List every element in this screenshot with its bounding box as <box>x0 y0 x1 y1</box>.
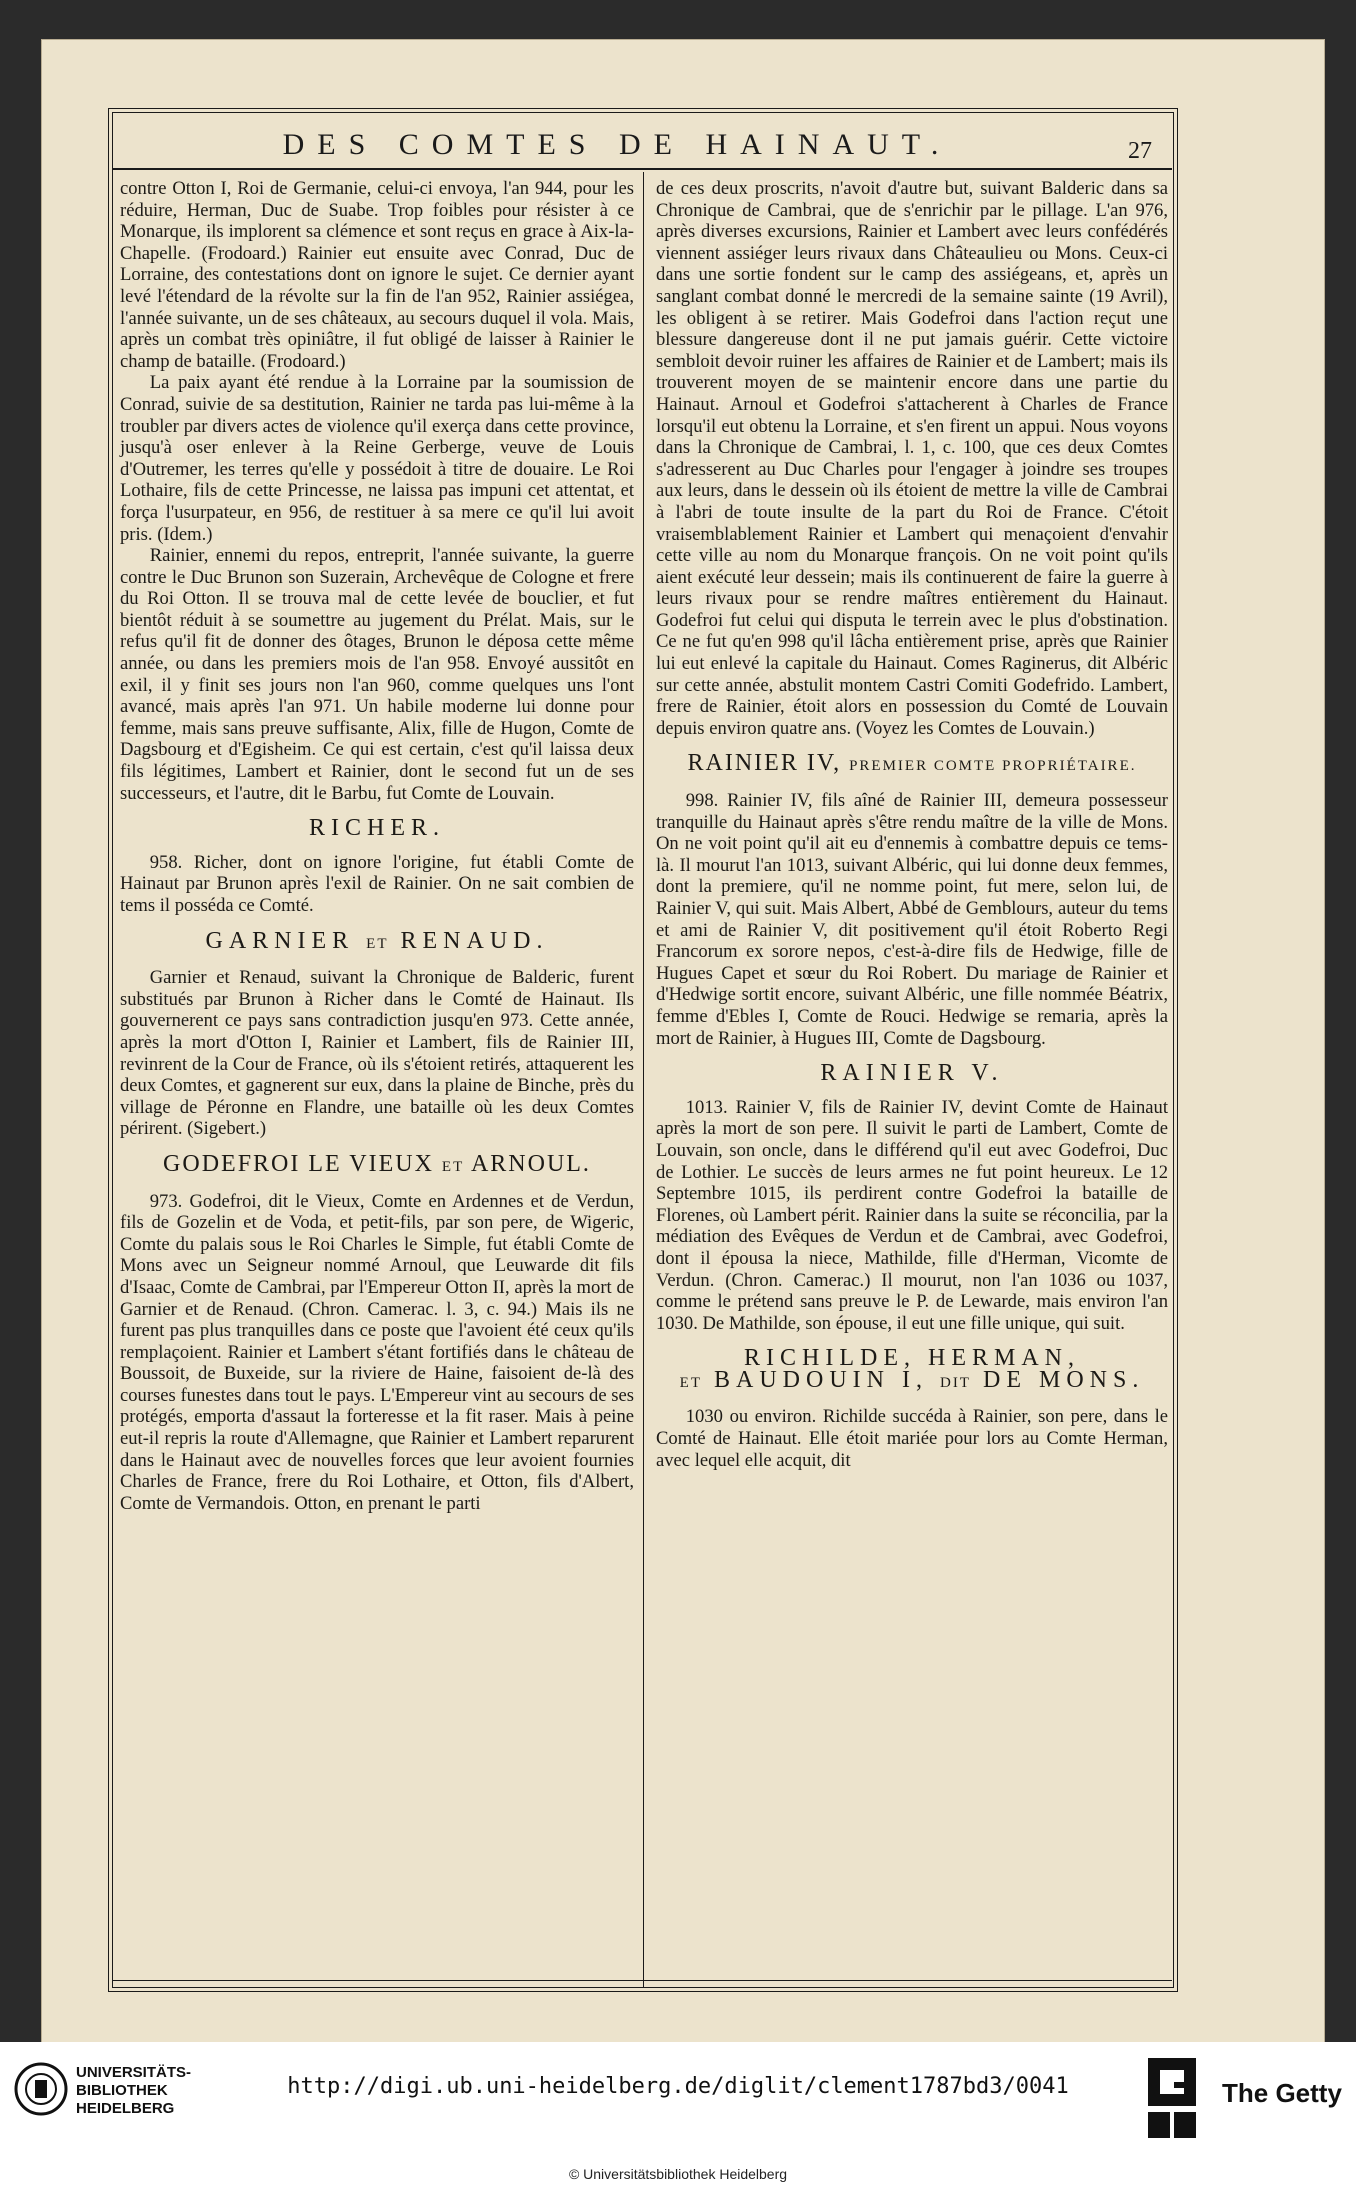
column-divider <box>643 172 644 1988</box>
getty-logo-icon <box>1144 2054 1200 2142</box>
paragraph: 958. Richer, dont on ignore l'origine, fut établi Comte de Hainaut par Brunon après l'exil de Rainier. On ne sait combien de tems il posséda ce Comté. <box>120 851 634 916</box>
paragraph: 1030 ou environ. Richilde succéda à Rainier, son pere, dans le Comté de Hainaut. Elle étoit mariée pour lors au Comte Herman, avec lequel elle acquit, dit <box>656 1406 1168 1471</box>
copyright-notice: © Universitätsbibliothek Heidelberg <box>568 2166 788 2182</box>
left-column <box>120 178 634 1514</box>
bottom-rule <box>112 1980 1172 1981</box>
paragraph: 998. Rainier IV, fils aîné de Rainier III, demeura possesseur tranquille du Hainaut après s'être rendu maître de la ville de Mons. On ne voit point qu'il ait eu d'ennemis à combattre depuis ce tems-là. Il mourut l'an 1013, suivant Albéric, qui lui donne deux femmes, dont la premiere, qu'il ne nomme point, fut mere, selon lui, de Rainier V, qui suit. Mais Albert, Abbé de Gemblours, auteur du tems et ami de Rainier V, dit positivement qu'il étoit Roberto Regi Francorum ex sorore nepos, c'est-à-dire fils de Hedwige, fille de Hugues Capet et sœur du Roi Robert. Du mariage de Rainier et d'Hedwige sortit encore, suivant Albéric, une fille nommée Béatrix, femme d'Ebles I, Comte de Rouci. Hedwige se remaria, après la mort de Rainier, à Hugues III, Comte de Dagsbourg. <box>656 790 1168 1049</box>
running-title: DES COMTES DE HAINAUT. <box>282 128 952 161</box>
running-header <box>112 124 1172 166</box>
header-rule <box>112 168 1172 170</box>
paragraph: Rainier, ennemi du repos, entreprit, l'année suivante, la guerre contre le Duc Brunon son Suzerain, Archevêque de Cologne et frere du Roi Otton. Il se trouva mal de cette levée de bouclier, et fut bientôt réduit à se soumettre au jugement du Prélat. Mais, sur le refus qu'il fit de donner des ôtages, Brunon le déposa cette même année, ou dans les premiers mois de l'an 958. Envoyé aussitôt en exil, il y finit ses jours non l'an 960, comme quelques uns l'ont avancé, mais après l'an 971. Un habile moderne lui donne pour femme, mais sans preuve suffisante, Alix, fille de Hugon, Comte de Dagsbourg et d'Egisheim. Ce qui est certain, c'est qu'il laissa deux fils légitimes, Lambert et Rainier, dont le second fut un de ses successeurs, et l'autre, dit le Barbu, fut Comte de Louvain. <box>120 545 634 804</box>
paragraph: Garnier et Renaud, suivant la Chronique de Balderic, furent substitués par Brunon à Richer dans le Comté de Hainaut. Ils gouvernerent ce pays sans contradiction jusqu'en 973. Cette année, après la mort d'Otton I, Rainier et Lambert, fils de Rainier III, revinrent de la Cour de France, où ils s'étoient retirés, attaquerent les deux Comtes, et gagnerent sur eux, dans la plaine de Binche, près du village de Péronne en Flandre, une bataille où les deux Comtes périrent. (Sigebert.) <box>120 967 634 1140</box>
paragraph: 1013. Rainier V, fils de Rainier IV, devint Comte de Hainaut après la mort de son pere. Il suivit le parti de Lambert, Comte de Louvain, son oncle, dans le différend qu'il eut avec Godefroi, Duc de Lothier. Le succès de leurs armes ne fut point heureux. Le 12 Septembre 1015, ils perdirent contre Godefroi la bataille de Florenes, où Lambert périt. Rainier dans la suite se réconcilia, par la médiation des Evêques de Verdun et de Cambrai, avec Godefroi, dont il épousa la niece, Mathilde, fille d'Herman, Vicomte de Verdun. (Chron. Camerac.) Il mourut, non l'an 1036 ou 1037, comme le prétend sans preuve le P. de Lewarde, mais environ l'an 1030. De Mathilde, son épouse, il eut une fille unique, qui suit. <box>656 1096 1168 1334</box>
library-name: UNIVERSITÄTS- BIBLIOTHEK HEIDELBERG <box>76 2064 192 2117</box>
paragraph: contre Otton I, Roi de Germanie, celui-ci envoya, l'an 944, pour les réduire, Herman, Duc de Suabe. Trop foibles pour résister à ce Monarque, ils implorent sa clémence et sont reçus en grace à Aix-la-Chapelle. (Frodoard.) Rainier eut ensuite avec Conrad, Duc de Lorraine, des contestations dont on ignore le sujet. Ce dernier ayant levé l'étendard de la révolte sur la fin de l'an 952, Rainier assiégea, l'année suivante, un de ses châteaux, au secours duquel il vola. Mais, après un combat très opiniâtre, il fut obligé de laisser à Rainier le champ de bataille. (Frodoard.) <box>120 178 634 372</box>
right-column <box>656 178 1168 1471</box>
paragraph: 973. Godefroi, dit le Vieux, Comte en Ardennes et de Verdun, fils de Gozelin et de Voda, et petit-fils, par son pere, de Wigeric, Comte du palais sous le Roi Charles le Simple, fut établi Comte de Mons avec un Seigneur nommé Arnoul, que Leuwarde dit fils d'Isaac, Comte de Cambrai, par l'Empereur Otton II, après la mort de Garnier et de Renaud. (Chron. Camerac. l. 3, c. 94.) Mais ils ne furent pas plus tranquilles dans ce poste que l'avoient été ceux qu'ils remplaçoient. Rainier et Lambert s'étant fortifiés dans le château de Boussoit, de Buxeide, sur la riviere de Haine, faisoient de-là des courses funestes dans tout le pays. L'Empereur vint au secours de ses protégés, emporta d'assaut la forteresse et la fit raser. Mais à peine eut-il repris la route d'Allemagne, que Rainier et Lambert reparurent dans le Hainaut avec de nouvelles forces que leur avoient fournies Charles de France, frere du Roi Lothaire, et Otton, fils d'Albert, Comte de Vermandois. Otton, en prenant le parti <box>120 1190 634 1514</box>
section-heading-richer: RICHER. <box>308 815 445 842</box>
paragraph: de ces deux proscrits, n'avoit d'autre but, suivant Balderic dans sa Chronique de Cambrai, que de s'enrichir par le pillage. L'an 976, après diverses excursions, Rainier et Lambert avec leurs confédérés viennent assiéger leurs rivaux dans Châteaulieu ou Mons. Ceux-ci dans une sortie fondent sur le camp des assiégeans, et, après un sanglant combat donné le mercredi de la semaine sainte (19 Avril), les obligent à se retirer. Mais Godefroi dans l'action reçut une blessure dangereuse dont il ne put jamais guérir. Cette victoire sembloit devoir ruiner les affaires de Rainier et de Lambert; mais ils trouverent moyen de se maintenir encore dans une partie du Hainaut. Arnoul et Godefroi s'attacherent à Charles de France lorsqu'il eut obtenu la Lorraine, et s'en firent un appui. Nous voyons dans la Chronique de Cambrai, l. 1, c. 100, que ces deux Comtes s'adresserent au Duc Charles pour l'engager à joindre ses troupes aux leurs, dans le dessein où ils étoient de mettre la ville de Cambrai à l'abri de toute insulte de la part du Roi de France. C'étoit vraisemblablement Rainier et Lambert qui menaçoient d'envahir cette ville au nom du Monarque françois. On ne voit point qu'ils aient exécuté leur dessein; mais ils continuerent de faire la guerre à leurs rivaux pour se rendre maîtres entièrement du Hainaut. Godefroi fut celui qui disputa le terrein avec le plus d'obstination. Ce ne fut qu'en 998 qu'il lâcha entièrement prise, après que Rainier lui eut enlevé la capitale du Hainaut. Comes Raginerus, dit Albéric sur cette année, abstulit montem Castri Comiti Godefrido. Lambert, frere de Rainier, étoit alors en possession du Comté de Louvain depuis environ quatre ans. (Voyez les Comtes de Louvain.) <box>656 178 1168 739</box>
section-heading-godefroi-arnoul: GODEFROI LE VIEUX ET ARNOUL. <box>163 1150 591 1177</box>
paragraph: La paix ayant été rendue à la Lorraine par la soumission de Conrad, suivie de sa destitution, Rainier ne tarda pas lui-même à la troubler par divers actes de violence qu'il exerça dans cette province, jusqu'à oser enlever à la Reine Gerberge, veuve de Louis d'Outremer, les terres qu'elle y possédoit à titre de douaire. Le Roi Lothaire, fils de cette Princesse, ne laissa pas impuni cet attentat, et força l'usurpateur, en 956, de restituer à sa mere ce qu'il lui avoit pris. (Idem.) <box>120 372 634 545</box>
getty-label: The Getty <box>1222 2078 1342 2108</box>
section-heading-rainier-iv: RAINIER IV, PREMIER COMTE PROPRIÉTAIRE. <box>687 750 1137 777</box>
section-heading-richilde: RICHILDE, HERMAN, ET BAUDOUIN I, DIT DE MONS. <box>679 1345 1145 1393</box>
section-heading-garnier-renaud: GARNIER ET RENAUD. <box>205 927 549 954</box>
section-heading-rainier-v: RAINIER V. <box>820 1060 1004 1087</box>
permalink-url[interactable]: http://digi.ub.uni-heidelberg.de/diglit/clement1787bd3/0041 <box>287 2074 1069 2099</box>
page-number: 27 <box>1128 138 1152 164</box>
